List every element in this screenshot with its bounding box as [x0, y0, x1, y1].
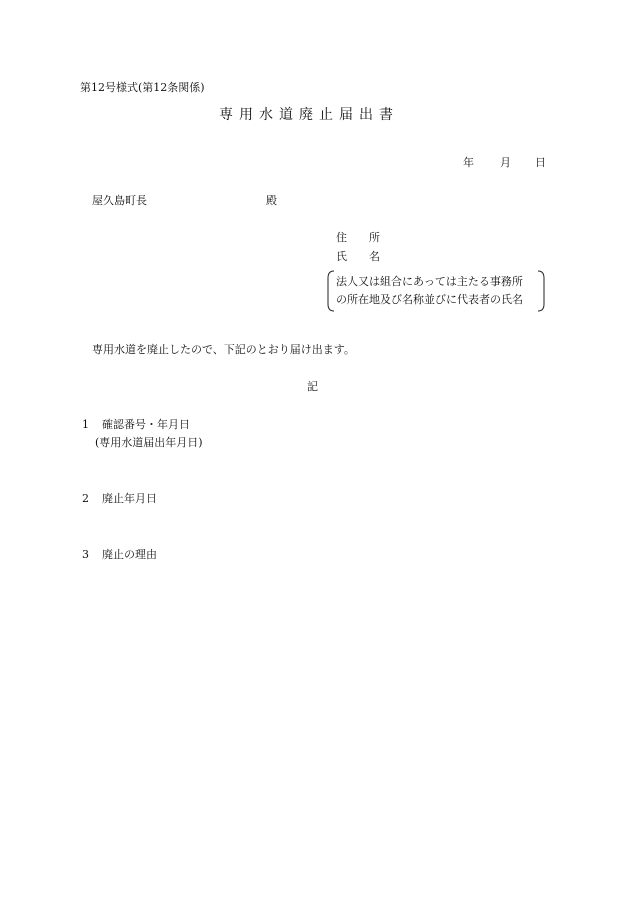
item-3-number: 3 [82, 548, 89, 561]
item-1-number: 1 [82, 418, 89, 431]
address-label: 住 所 [336, 231, 380, 244]
ki-heading: 記 [307, 380, 318, 393]
item-1-label: 確認番号・年月日 [102, 418, 190, 431]
document-title: 専用水道廃止届出書 [219, 107, 399, 123]
body-text: 専用水道を廃止したので、下記のとおり届け出ます。 [92, 343, 355, 356]
date-month-label: 月 [500, 156, 511, 169]
item-2-label: 廃止年月日 [102, 492, 157, 505]
date-day-label: 日 [535, 156, 546, 169]
form-number: 第12号様式(第12条関係) [80, 81, 205, 94]
item-1-sublabel: (専用水道届出年月日) [95, 436, 203, 449]
addressee-name: 屋久島町長 [92, 194, 147, 207]
applicant-note-line1: 法人又は組合にあっては主たる事務所 [336, 275, 523, 288]
item-2-number: 2 [82, 492, 89, 505]
name-label: 氏 名 [336, 250, 380, 263]
applicant-note-line2: の所在地及び名称並びに代表者の氏名 [336, 293, 523, 306]
addressee-honorific: 殿 [266, 194, 277, 207]
item-3-label: 廃止の理由 [102, 548, 157, 561]
date-year-label: 年 [463, 156, 474, 169]
